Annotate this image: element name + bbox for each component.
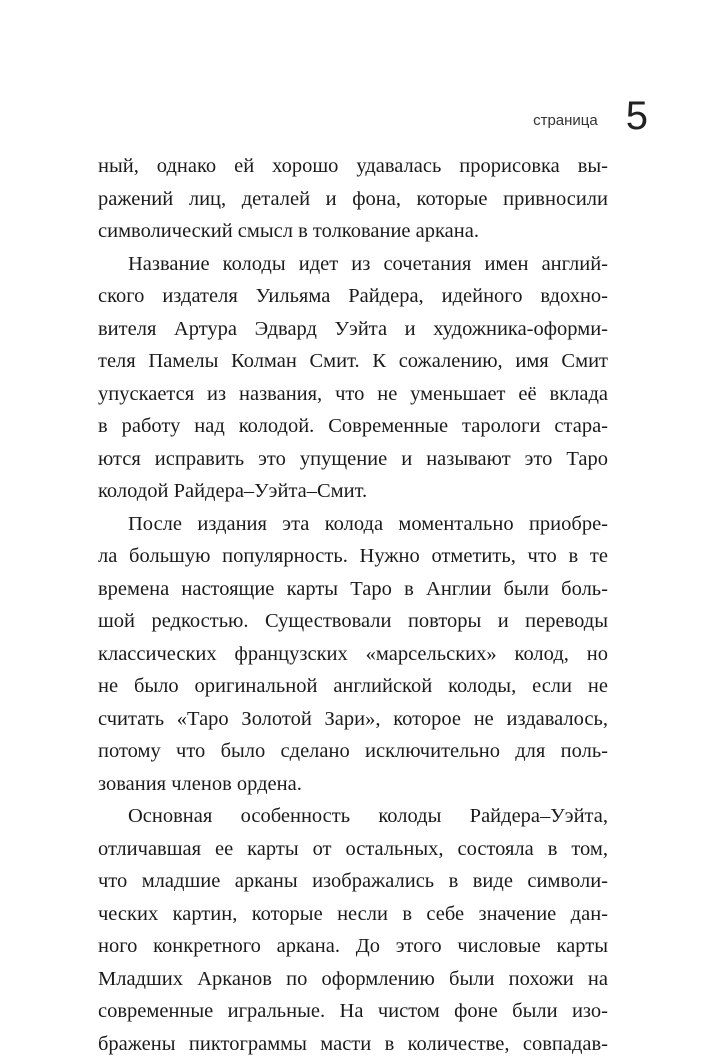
- text-line: классических французских «марсельских» колод, но: [98, 638, 608, 671]
- text-line: ются исправить это упущение и называют это Таро: [98, 443, 608, 476]
- text-line: бражены пиктограммы масти в количестве, совпадав-: [98, 1028, 608, 1060]
- text-line: не было оригинальной английской колоды, если не: [98, 670, 608, 703]
- running-label: страница: [533, 112, 598, 129]
- text-line: Название колоды идет из сочетания имен англий-: [98, 248, 608, 281]
- text-line: Младших Арканов по оформлению были похожи на: [98, 963, 608, 996]
- running-head: [533, 96, 648, 136]
- text-line: потому что было сделано исключительно для поль-: [98, 735, 608, 768]
- text-line: современные игральные. На чистом фоне были изо-: [98, 995, 608, 1028]
- text-line: ла большую популярность. Нужно отметить, что в те: [98, 540, 608, 573]
- text-line: считать «Таро Золотой Зари», которое не издавалось,: [98, 703, 608, 736]
- text-line: колодой Райдера–Уэйта–Смит.: [98, 475, 608, 508]
- text-line: зования членов ордена.: [98, 768, 608, 801]
- text-line: ражений лиц, деталей и фона, которые привносили: [98, 183, 608, 216]
- text-line: ный, однако ей хорошо удавалась прорисовка вы-: [98, 150, 608, 183]
- page-number: 5: [626, 96, 648, 136]
- text-line: ного конкретного аркана. До этого числовые карты: [98, 930, 608, 963]
- text-line: ского издателя Уильяма Райдера, идейного вдохно-: [98, 280, 608, 313]
- text-line: отличавшая ее карты от остальных, состояла в том,: [98, 833, 608, 866]
- page-body: [98, 150, 608, 1060]
- text-line: упускается из названия, что не уменьшает её вклада: [98, 378, 608, 411]
- text-line: Основная особенность колоды Райдера–Уэйта,: [98, 800, 608, 833]
- text-line: что младшие арканы изображались в виде символи-: [98, 865, 608, 898]
- text-line: После издания эта колода моментально приобре-: [98, 508, 608, 541]
- text-line: времена настоящие карты Таро в Англии были боль-: [98, 573, 608, 606]
- text-line: ческих картин, которые несли в себе значение дан-: [98, 898, 608, 931]
- text-line: в работу над колодой. Современные тарологи стара-: [98, 410, 608, 443]
- text-line: символический смысл в толкование аркана.: [98, 215, 608, 248]
- text-line: шой редкостью. Существовали повторы и переводы: [98, 605, 608, 638]
- text-line: вителя Артура Эдвард Уэйта и художника-оформи-: [98, 313, 608, 346]
- text-line: теля Памелы Колман Смит. К сожалению, имя Смит: [98, 345, 608, 378]
